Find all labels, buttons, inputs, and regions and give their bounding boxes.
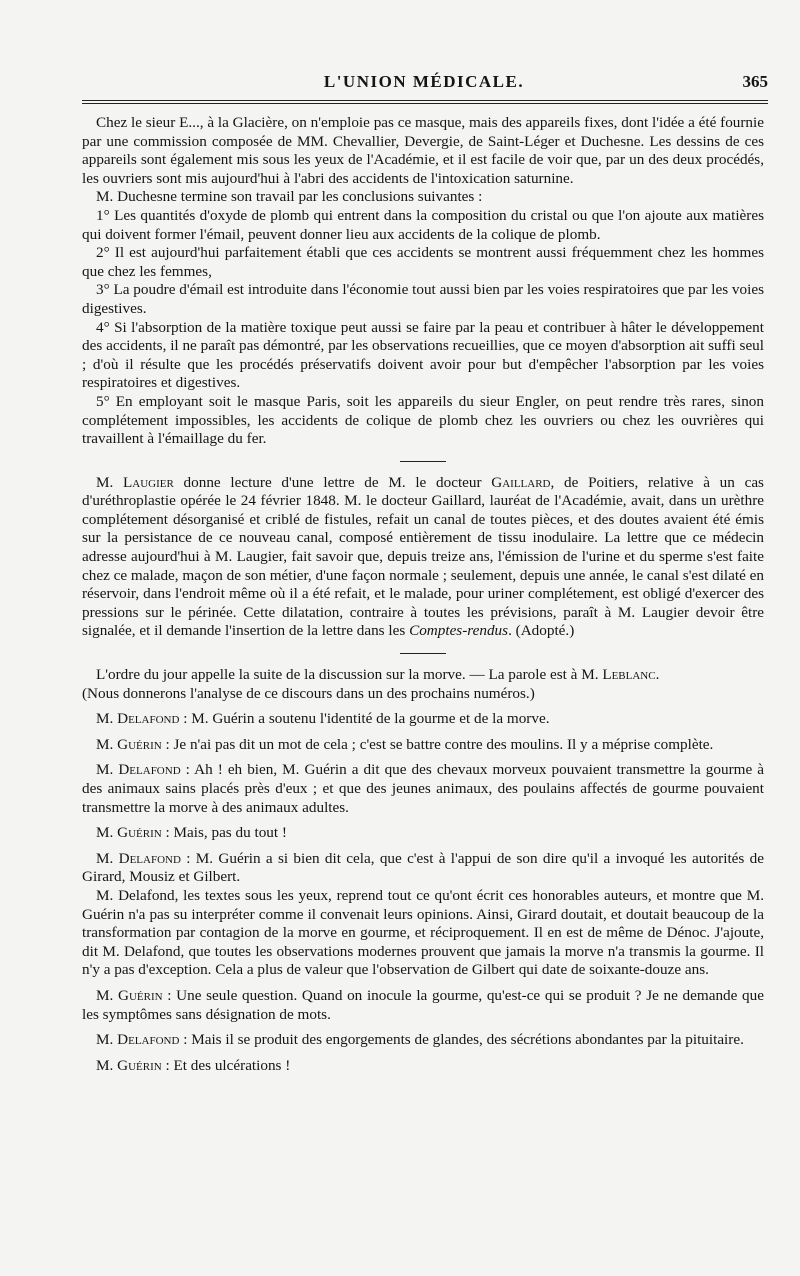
body-text	[82, 114, 764, 1075]
speaker-name: M. Delafond :	[96, 849, 191, 867]
section-separator	[400, 653, 446, 654]
page-number: 365	[742, 72, 768, 91]
running-title: L'UNION MÉDICALE.	[323, 72, 525, 91]
speaker-name: M. Laugier	[96, 473, 174, 491]
dialogue-text: Ah ! eh bien, M. Guérin a dit que des chevaux morveux pouvaient transmettre la gourme à des animaux sains placés près d'eux ; et que des jeunes animaux, des poulains affectés de gourme pouvaient transmettre la morve à des animaux adultes.	[82, 761, 764, 816]
paragraph: 5° En employant soit le masque Paris, soit les appareils du sieur Engler, on peut rendre très rares, sinon complétement impossibles, les accidents de colique de plomb chez les ouvriers ou chez les ouvrières qui travaillent à l'émaillage du fer.	[82, 392, 764, 448]
dialogue-text: M. Guérin a soutenu l'identité de la gourme et de la morve.	[187, 710, 550, 728]
laugier-paragraph	[82, 474, 764, 641]
speaker-name: M. Delafond :	[96, 710, 188, 728]
paragraph: 4° Si l'absorption de la matière toxique peut aussi se faire par la peau et contribuer à hâter le développement des accidents, il ne paraît pas démontré, par les observations recueillies, que ce moyen d'absorption ait suffi seul ; d'où il résulte que les procédés préservatifs doivent avoir pour but d'empêcher l'absorption par les voies respiratoires et digestives.	[82, 318, 764, 392]
text-run: donne lecture d'une lettre de M. le docteur	[173, 473, 492, 491]
paragraph: 1° Les quantités d'oxyde de plomb qui entrent dans la composition du cristal ou que l'on ajoute aux matières qui doivent former l'émail, peuvent donner lieu aux accidents de la colique de plomb.	[82, 206, 764, 243]
dialogue-text: Une seule question. Quand on inocule la gourme, qu'est-ce qui se produit ? Je ne demande que les symptômes sans désignation de mots.	[82, 986, 764, 1023]
speaker-name: M. Guérin :	[96, 735, 170, 753]
dialogue-text: Et des ulcérations !	[169, 1056, 291, 1074]
speaker-name: Leblanc.	[602, 666, 660, 684]
dialogue-line	[82, 1057, 764, 1076]
header-rule-thin	[82, 103, 768, 104]
speaker-name: M. Guérin :	[96, 1056, 170, 1074]
dialogue-line	[82, 736, 764, 755]
text-run: L'ordre du jour appelle la suite de la discussion sur la morve. — La parole est à M.	[96, 666, 603, 684]
speaker-name: M. Guérin :	[96, 824, 170, 842]
text-run: , de Poitiers, relative à un cas d'uréthroplastie opérée le 24 février 1848. M. le docteur Gaillard, lauréat de l'Académie, avait, dans un urèthre complétement désorganisé et criblé de fistules, refait un canal de toutes pièces, et des doutes avaient été émis sur la persistance de ce nouveau canal, composé entièrement de tissu inodulaire. La lettre que ce médecin adresse aujourd'hui à M. Laugier, fait savoir que, depuis treize ans, l'émission de l'urine et du sperme s'est faite chez ce malade, maçon de son métier, d'une façon normale ; seulement, depuis une année, le canal s'est dilaté en réservoir, dans l'endroit même où il a été refait, et le malade, pour uriner complétement, est obligé d'exercer des pressions sur le périnée. Cette dilatation, contraire à toutes les prévisions, paraît à M. Laugier devoir être signalée, et il demande l'insertion de la lettre dans les	[82, 473, 764, 640]
paragraph: M. Delafond, les textes sous les yeux, reprend tout ce qu'ont écrit ces honorables auteurs, et montre que M. Guérin n'a pas su interpréter comme il convenait leurs opinions. Ainsi, Girard doutait, et doutait beaucoup de la transformation par contagion de la morve en gourme, et réciproquement. Il en est de même de Dénoc. J'ajoute, dit M. Delafond, que toutes les observations modernes prouvent que jamais la morve n'a transmis la gourme. Il n'y a pas d'exception. Cela a plus de valeur que l'observation de Gilbert qui date de soixante-douze ans.	[82, 886, 764, 979]
text-run: (Nous donnerons l'analyse de ce discours dans un des prochains numéros.)	[82, 684, 535, 702]
dialogue-line	[82, 710, 764, 729]
dialogue-line	[82, 761, 764, 817]
section-separator	[400, 461, 446, 462]
paragraph: Chez le sieur E..., à la Glacière, on n'emploie pas ce masque, mais des appareils fixes, dont l'idée a été fournie par une commission composée de MM. Chevallier, Devergie, de Saint-Léger et Duchesne. Les dessins de ces appareils sont également mis sous les yeux de l'Académie, et il est facile de voir que, par un des deux procédés, les ouvriers sont mis aujourd'hui à l'abri des accidents de l'intoxication saturnine.	[82, 114, 764, 187]
dialogue-text: Mais il se produit des engorgements de glandes, des sécrétions abondantes par la pituitaire.	[187, 1031, 744, 1049]
page-header	[80, 72, 768, 96]
publication-title: Comptes-rendus	[409, 622, 509, 640]
dialogue-line	[82, 1031, 764, 1050]
dialogue-line	[82, 987, 764, 1024]
speaker-name: M. Delafond :	[96, 761, 190, 779]
ordre-paragraph	[82, 666, 764, 703]
paragraph: M. Duchesne termine son travail par les conclusions suivantes :	[96, 188, 483, 206]
dialogue-text: Je n'ai pas dit un mot de cela ; c'est se battre contre des moulins. Il y a méprise complète.	[169, 735, 714, 753]
speaker-name: M. Guérin :	[96, 986, 172, 1004]
dialogue-text: M. Guérin a si bien dit cela, que c'est à l'appui de son dire qu'il a invoqué les autorités de Girard, Mousiz et Gilbert.	[82, 849, 764, 886]
text-run: . (Adopté.)	[508, 622, 575, 640]
paragraph: 3° La poudre d'émail est introduite dans l'économie tout aussi bien par les voies respiratoires que par les voies digestives.	[82, 281, 764, 317]
dialogue-line	[82, 850, 764, 887]
dialogue-text: Mais, pas du tout !	[169, 824, 287, 842]
paragraph: 2° Il est aujourd'hui parfaitement établi que ces accidents se montrent aussi fréquemment chez les hommes que chez les femmes,	[82, 244, 764, 280]
author-name: Gaillard	[491, 473, 551, 491]
dialogue-line	[82, 824, 764, 843]
header-rule	[82, 100, 768, 101]
speaker-name: M. Delafond :	[96, 1031, 188, 1049]
